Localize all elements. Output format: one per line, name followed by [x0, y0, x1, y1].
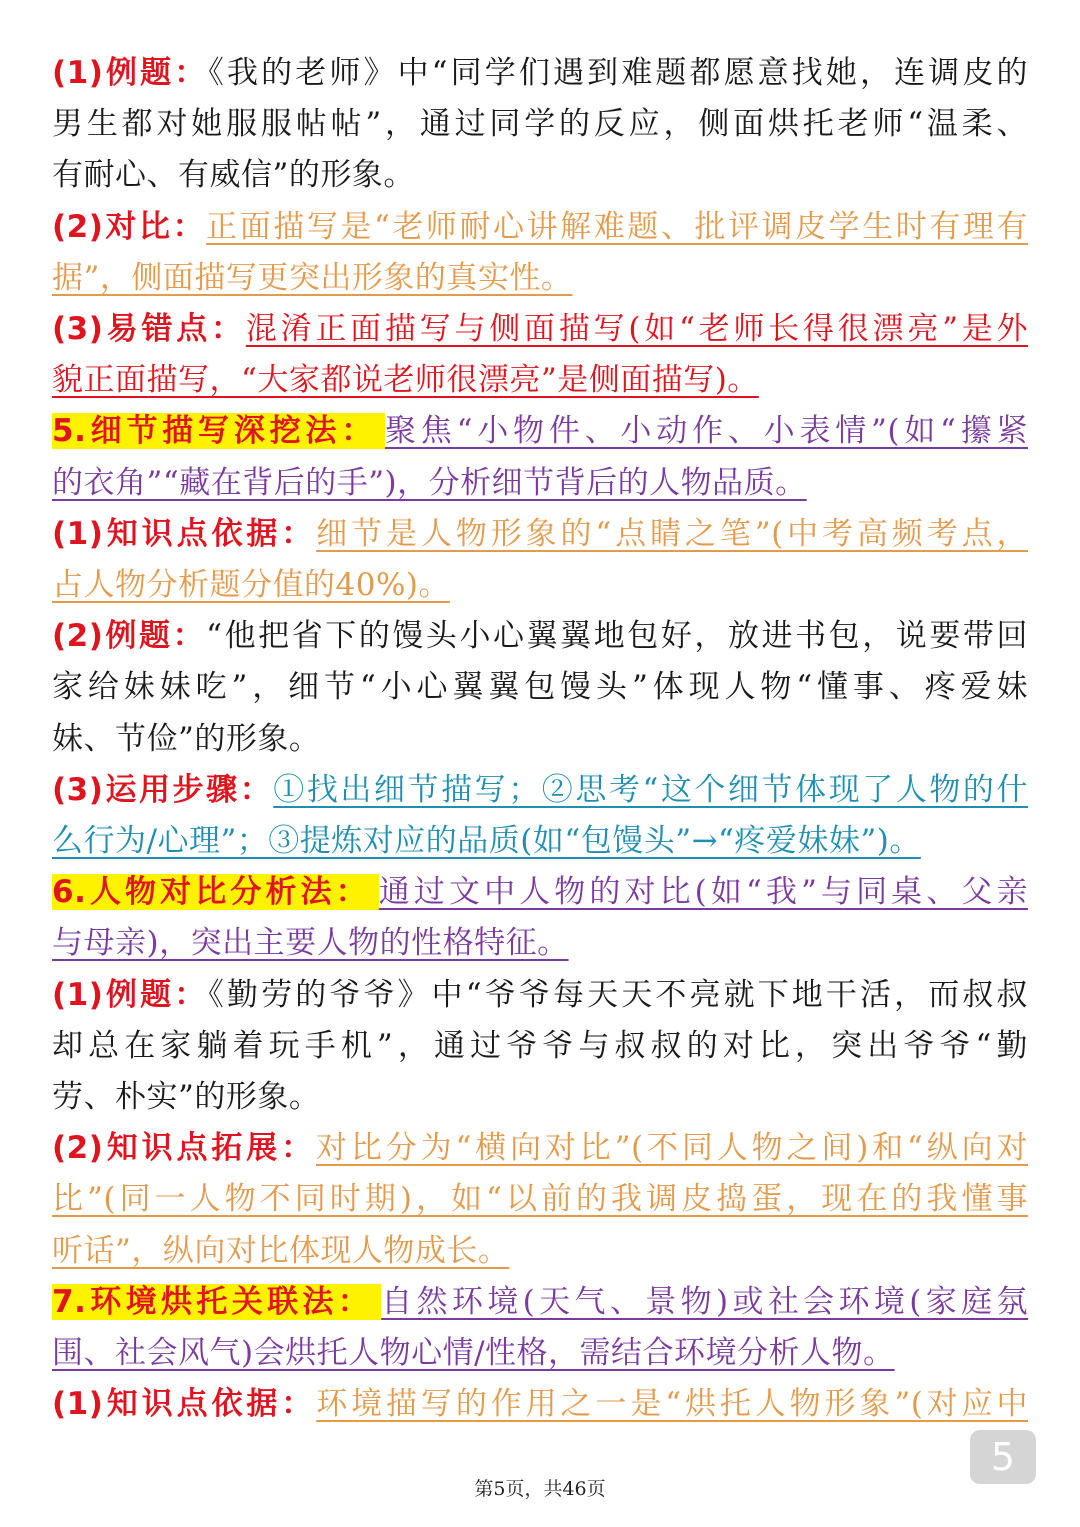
body-text: 有耐心、有威信”的形象。 [52, 157, 415, 194]
document-page [52, 48, 1028, 1430]
text-line [52, 150, 1028, 201]
highlighted-text: 与母亲)，突出主要人物的性格特征。 [52, 925, 569, 962]
item-label: (2)知识点拓展： [52, 1130, 316, 1167]
text-line [52, 253, 1028, 304]
text-line [52, 1123, 1028, 1174]
text-line [52, 560, 1028, 611]
highlighted-text: 据”，侧面描写更突出形象的真实性。 [52, 259, 573, 296]
text-line [52, 1072, 1028, 1123]
item-label: (2)对比： [52, 208, 207, 245]
highlighted-text: 环境描写的作用之一是“烘托人物形象”(对应中 [316, 1386, 1029, 1423]
section-heading-line [52, 1277, 1028, 1328]
item-label: (1)例题： [52, 55, 209, 91]
highlighted-text: 的衣角”“藏在背后的手”)，分析细节背后的人物品质。 [52, 464, 807, 501]
highlighted-text: ①找出细节描写；②思考“这个细节体现了人物的什 [273, 771, 1028, 808]
text-line [52, 662, 1028, 713]
highlighted-text: 通过文中人物的对比(如“我”与同桌、父亲 [378, 874, 1028, 911]
highlighted-text: 比”(同一人物不同时期)，如“以前的我调皮捣蛋，现在的我懂事 [52, 1181, 1028, 1218]
highlighted-text: 占人物分析题分值的40%)。 [52, 567, 450, 604]
body-text: 却总在家躺着玩手机”，通过爷爷与叔叔的对比，突出爷爷“勤 [52, 1027, 1028, 1064]
highlighted-text: 貌正面描写，“大家都说老师很漂亮”是侧面描写)。 [52, 362, 759, 399]
highlighted-text: 围、社会风气)会烘托人物心情/性格，需结合环境分析人物。 [52, 1335, 895, 1372]
item-label: (3)运用步骤： [52, 771, 274, 808]
highlighted-text: 细节是人物形象的“点睛之笔”(中考高频考点， [316, 515, 1029, 552]
body-text: 《我的老师》中“同学们遇到难题都愿意找她，连调皮的 [208, 55, 1028, 91]
text-line [52, 970, 1028, 1021]
item-label: (1)知识点依据： [52, 515, 317, 552]
item-label: (3)易错点： [52, 311, 246, 348]
body-text: 劳、朴实”的形象。 [52, 1079, 321, 1116]
section-heading: 6.人物对比分析法： [52, 874, 379, 910]
highlighted-text: 混淆正面描写与侧面描写(如“老师长得很漂亮”是外 [245, 311, 1029, 348]
text-line [52, 509, 1028, 560]
item-label: (1)知识点依据： [52, 1386, 317, 1423]
body-text: “他把省下的馒头小心翼翼地包好，放进书包，说要带回 [206, 618, 1028, 655]
body-text: 家给妹妹吃”，细节“小心翼翼包馒头”体现人物“懂事、疼爱妹 [52, 669, 1028, 706]
text-line [52, 304, 1028, 355]
text-line [52, 918, 1028, 969]
item-label: (2)例题： [52, 618, 207, 655]
text-line [52, 1021, 1028, 1072]
highlighted-text: 听话”，纵向对比体现人物成长。 [52, 1232, 510, 1269]
text-line [52, 1226, 1028, 1277]
text-line [52, 816, 1028, 867]
text-line [52, 99, 1028, 150]
text-line [52, 458, 1028, 509]
body-text: 男生都对她服服帖帖”，通过同学的反应，侧面烘托老师“温柔、 [52, 106, 1028, 143]
page-footer: 第5页，共46页 [474, 1478, 606, 1500]
highlighted-text: 自然环境(天气、景物)或社会环境(家庭氛 [381, 1283, 1028, 1320]
body-text: 《勤劳的爷爷》中“爷爷每天天不亮就下地干活，而叔叔 [208, 976, 1028, 1013]
text-line [52, 765, 1028, 816]
text-line [52, 1379, 1028, 1430]
text-line [52, 714, 1028, 765]
highlighted-text: 么行为/心理”；③提炼对应的品质(如“包馒头”→“疼爱妹妹”)。 [52, 823, 921, 860]
highlighted-text: 正面描写是“老师耐心讲解难题、批评调皮学生时有理有 [206, 208, 1028, 245]
item-label: (1)例题： [52, 976, 209, 1013]
section-heading-line [52, 406, 1028, 457]
section-heading: 7.环境烘托关联法： [52, 1284, 381, 1320]
text-line [52, 355, 1028, 406]
body-text: 妹、节俭”的形象。 [52, 720, 321, 757]
page-number-badge: 5 [970, 1430, 1036, 1484]
text-line [52, 202, 1028, 253]
highlighted-text: 对比分为“横向对比”(不同人物之间)和“纵向对 [316, 1130, 1029, 1167]
section-heading-line [52, 867, 1028, 918]
text-line [52, 48, 1028, 99]
text-line [52, 611, 1028, 662]
text-line [52, 1174, 1028, 1225]
section-heading: 5.细节描写深挖法： [52, 413, 385, 449]
text-line [52, 1328, 1028, 1379]
highlighted-text: 聚焦“小物件、小动作、小表情”(如“攥紧 [385, 413, 1028, 450]
